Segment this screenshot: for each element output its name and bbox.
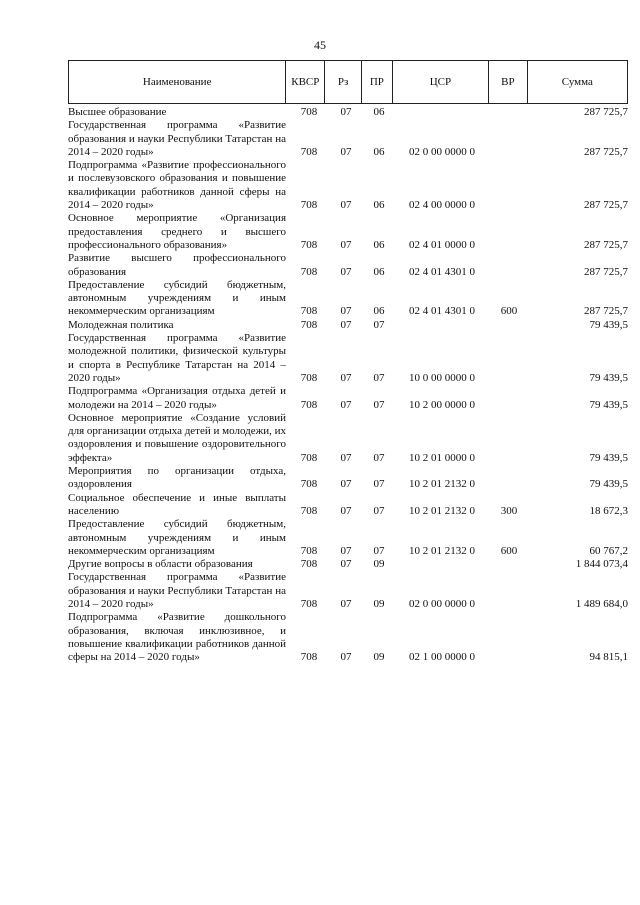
row-name: Развитие высшего профессионального образования [68, 252, 286, 278]
table-row [68, 119, 628, 159]
table-row [68, 159, 628, 212]
row-pr: 06 [373, 145, 385, 158]
row-csr: 02 4 01 0000 0 [409, 238, 475, 251]
row-csr: 10 0 00 0000 0 [409, 371, 475, 384]
table-row [68, 571, 628, 611]
row-sum: 79 439,5 [589, 478, 628, 491]
header-vr: ВР [488, 61, 527, 104]
row-pr: 06 [373, 199, 385, 212]
row-name: Высшее образование [68, 106, 167, 118]
row-name: Предоставление субсидий бюджетным, автономным учреждениям и иным некоммерческим организациям [68, 278, 286, 318]
row-name: Государственная программа «Развитие образования и науки Республики Татарстан на 2014 – 2020 годы» [68, 571, 286, 610]
table-row [68, 558, 628, 571]
table-row [68, 492, 628, 519]
table-row [68, 518, 628, 558]
row-csr: 02 1 00 0000 0 [409, 651, 475, 664]
row-pr: 09 [373, 558, 385, 571]
row-rz: 07 [340, 651, 352, 664]
row-pr: 07 [373, 398, 385, 411]
page-number: 45 [314, 38, 326, 52]
row-sum: 79 439,5 [589, 371, 628, 384]
row-rz: 07 [340, 597, 352, 610]
row-kvsr: 708 [300, 478, 318, 491]
header-kvsr: КВСР [286, 61, 325, 104]
row-rz: 07 [340, 305, 352, 318]
row-pr: 07 [373, 504, 385, 517]
row-sum: 287 725,7 [584, 305, 628, 318]
row-pr: 06 [373, 305, 385, 318]
row-name: Молодежная политика [68, 318, 174, 331]
row-sum: 287 725,7 [584, 265, 628, 278]
row-csr: 02 0 00 0000 0 [409, 597, 475, 610]
row-pr: 07 [373, 544, 385, 557]
row-sum: 287 725,7 [584, 238, 628, 251]
row-sum: 94 815,1 [589, 651, 628, 664]
row-pr: 07 [373, 371, 385, 384]
row-rz: 07 [340, 145, 352, 158]
budget-table-body [68, 106, 628, 664]
row-rz: 07 [340, 478, 352, 491]
row-name: Основное мероприятие «Создание условий для организации отдыха детей и молодежи, их оздоровления и повышение оздоровительного эффекта» [68, 411, 286, 464]
row-rz: 07 [340, 238, 352, 251]
row-pr: 09 [373, 651, 385, 664]
row-rz: 07 [340, 318, 352, 331]
row-sum: 79 439,5 [589, 451, 628, 464]
row-kvsr: 708 [300, 451, 318, 464]
row-rz: 07 [340, 199, 352, 212]
row-sum: 60 767,2 [589, 544, 628, 557]
row-csr: 10 2 01 2132 0 [409, 478, 475, 491]
row-kvsr: 708 [300, 305, 318, 318]
row-name: Основное мероприятие «Организация предоставления среднего и высшего профессионального образования» [68, 212, 286, 251]
header-name: Наименование [69, 61, 286, 104]
table-row [68, 385, 628, 412]
row-name: Социальное обеспечение и иные выплаты населению [68, 491, 286, 517]
row-sum: 79 439,5 [589, 398, 628, 411]
row-rz: 07 [340, 558, 352, 571]
row-csr: 02 0 00 0000 0 [409, 145, 475, 158]
row-rz: 07 [340, 544, 352, 557]
row-name: Государственная программа «Развитие молодежной политики, физической культуры и спорта в Республике Татарстан на 2014 – 2020 годы» [68, 332, 286, 384]
row-pr: 06 [373, 265, 385, 278]
row-vr: 600 [500, 544, 518, 557]
row-kvsr: 708 [300, 265, 318, 278]
row-name: Мероприятия по организации отдыха, оздоровления [68, 465, 286, 491]
row-csr: 02 4 01 4301 0 [409, 305, 475, 318]
row-pr: 09 [373, 597, 385, 610]
row-kvsr: 708 [300, 318, 318, 331]
row-vr: 300 [500, 504, 518, 517]
row-kvsr: 708 [300, 558, 318, 571]
row-name: Другие вопросы в области образования [68, 558, 253, 571]
row-name: Государственная программа «Развитие образования и науки Республики Татарстан на 2014 – 2020 годы» [68, 119, 286, 158]
row-kvsr: 708 [300, 597, 318, 610]
table-row [68, 412, 628, 465]
header-sum: Сумма [527, 61, 627, 104]
row-vr: 600 [500, 305, 518, 318]
header-pr: ПР [361, 61, 392, 104]
row-rz: 07 [340, 371, 352, 384]
table-row [68, 465, 628, 492]
row-kvsr: 708 [300, 145, 318, 158]
table-row [68, 319, 628, 332]
row-kvsr: 708 [300, 504, 318, 517]
row-kvsr: 708 [300, 398, 318, 411]
row-pr: 06 [373, 238, 385, 251]
row-name: Подпрограмма «Организация отдыха детей и молодежи на 2014 – 2020 годы» [68, 385, 286, 411]
row-sum: 1 489 684,0 [575, 597, 628, 610]
table-row [68, 212, 628, 252]
table-row [68, 611, 628, 664]
row-csr: 10 2 01 2132 0 [409, 504, 475, 517]
row-rz: 07 [340, 106, 352, 118]
row-rz: 07 [340, 398, 352, 411]
row-kvsr: 708 [300, 544, 318, 557]
row-rz: 07 [340, 265, 352, 278]
row-rz: 07 [340, 504, 352, 517]
row-kvsr: 708 [300, 238, 318, 251]
row-sum: 287 725,7 [584, 199, 628, 212]
table-row [68, 252, 628, 279]
row-pr: 06 [373, 106, 385, 118]
table-header [68, 60, 628, 104]
row-csr: 02 4 01 4301 0 [409, 265, 475, 278]
row-pr: 07 [373, 318, 385, 331]
header-csr: ЦСР [392, 61, 488, 104]
row-rz: 07 [340, 451, 352, 464]
row-csr: 10 2 01 2132 0 [409, 544, 475, 557]
row-sum: 1 844 073,4 [575, 558, 628, 571]
row-pr: 07 [373, 451, 385, 464]
row-name: Подпрограмма «Развитие профессионального и послевузовского образования и повышение квалификации работников данной сферы на 2014 – 2020 годы» [68, 159, 286, 212]
table-row [68, 332, 628, 385]
row-pr: 07 [373, 478, 385, 491]
table-row [68, 106, 628, 119]
row-kvsr: 708 [300, 199, 318, 212]
row-kvsr: 708 [300, 371, 318, 384]
row-csr: 10 2 01 0000 0 [409, 451, 475, 464]
header-rz: Рз [325, 61, 362, 104]
row-csr: 10 2 00 0000 0 [409, 398, 475, 411]
row-name: Подпрограмма «Развитие дошкольного образования, включая инклюзивное, и повышение квалификации работников данной сферы на 2014 – 2020 годы» [68, 611, 286, 664]
row-kvsr: 708 [300, 651, 318, 664]
row-csr: 02 4 00 0000 0 [409, 199, 475, 212]
row-sum: 18 672,3 [589, 504, 628, 517]
row-sum: 287 725,7 [584, 145, 628, 158]
table-row [68, 279, 628, 319]
row-kvsr: 708 [300, 106, 318, 118]
row-sum: 287 725,7 [584, 106, 628, 118]
row-sum: 79 439,5 [589, 318, 628, 331]
row-name: Предоставление субсидий бюджетным, автономным учреждениям и иным некоммерческим организациям [68, 518, 286, 557]
